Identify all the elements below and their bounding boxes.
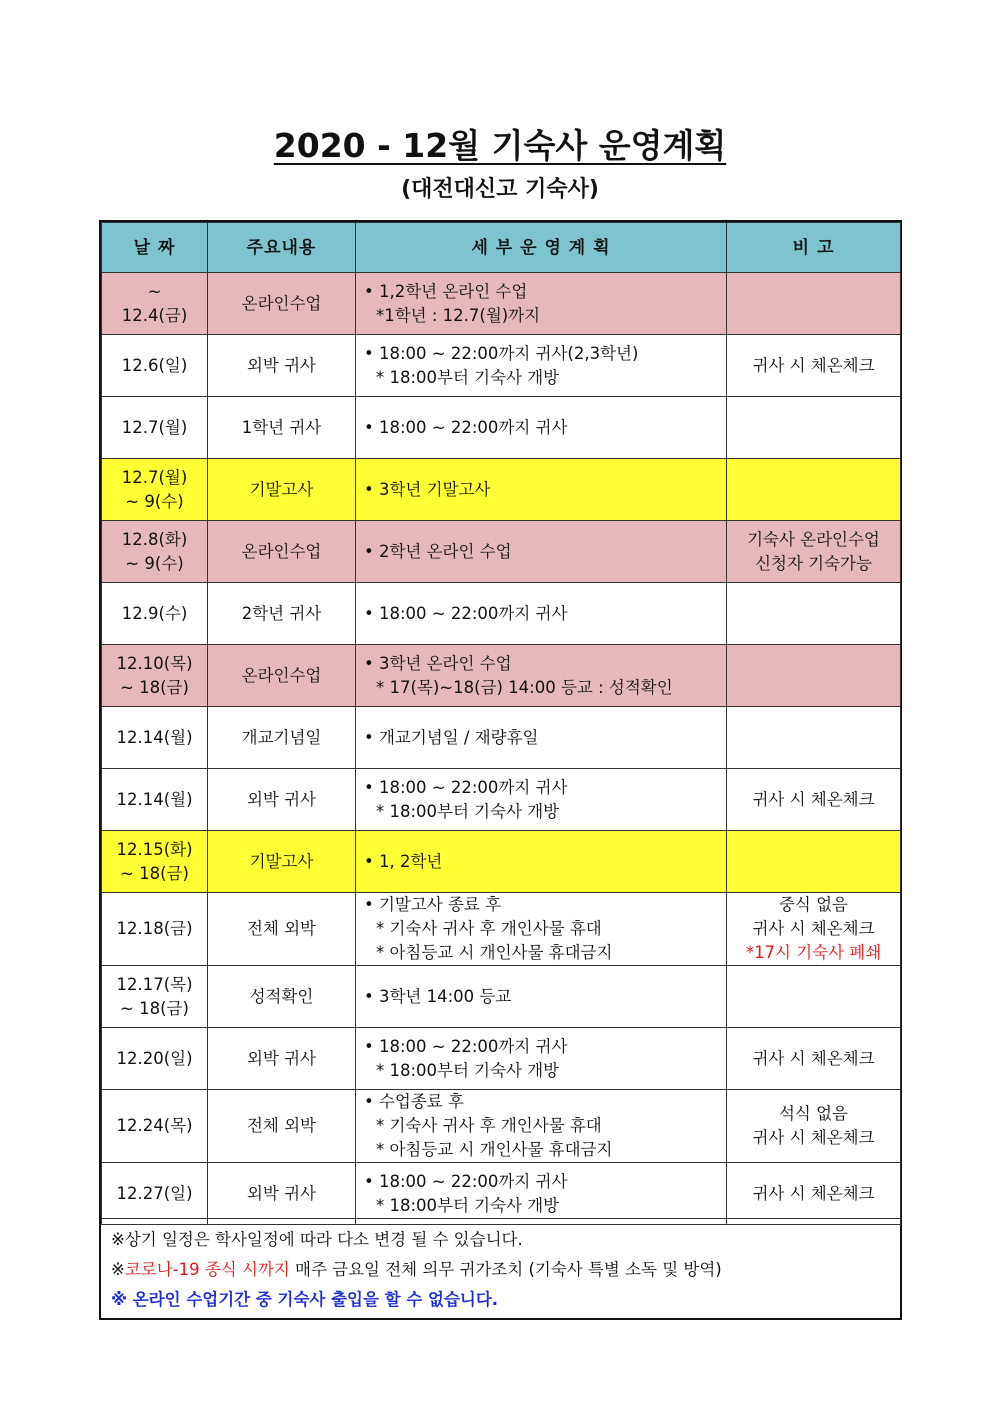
header-date: 날 짜 xyxy=(102,223,208,273)
plan-cell: • 18:00 ~ 22:00까지 귀사 * 18:00부터 기숙사 개방 xyxy=(356,1028,727,1090)
date-cell: 12.7(월) ~ 9(수) xyxy=(102,459,208,521)
closure-warning: *17시 기숙사 폐쇄 xyxy=(745,943,882,962)
footer-notes xyxy=(101,1218,900,1318)
table-row xyxy=(102,831,901,893)
table-row xyxy=(102,1090,901,1163)
note-cell: 석식 없음 귀사 시 체온체크 xyxy=(727,1090,901,1163)
date-cell: 12.10(목) ~ 18(금) xyxy=(102,645,208,707)
date-cell: 12.14(월) xyxy=(102,707,208,769)
footer-note-schedule-change: ※상기 일정은 학사일정에 따라 다소 변경 될 수 있습니다. xyxy=(111,1230,523,1249)
plan-cell: • 1, 2학년 xyxy=(356,831,727,893)
note-cell: 귀사 시 체온체크 xyxy=(727,1028,901,1090)
topic-cell: 2학년 귀사 xyxy=(208,583,356,645)
plan-cell: • 18:00 ~ 22:00까지 귀사 * 18:00부터 기숙사 개방 xyxy=(356,769,727,831)
table-row xyxy=(102,707,901,769)
topic-cell: 온라인수업 xyxy=(208,273,356,335)
plan-cell: • 18:00 ~ 22:00까지 귀사(2,3학년) * 18:00부터 기숙사 개방 xyxy=(356,335,727,397)
topic-cell: 외박 귀사 xyxy=(208,1163,356,1225)
date-cell: 12.27(일) xyxy=(102,1163,208,1225)
header-plan: 세 부 운 영 계 획 xyxy=(356,223,727,273)
plan-cell: • 개교기념일 / 재량휴일 xyxy=(356,707,727,769)
topic-cell: 기말고사 xyxy=(208,831,356,893)
date-cell: 12.17(목) ~ 18(금) xyxy=(102,966,208,1028)
date-cell: 12.14(월) xyxy=(102,769,208,831)
topic-cell: 온라인수업 xyxy=(208,521,356,583)
note-cell: 중식 없음 귀사 시 체온체크 *17시 기숙사 폐쇄 xyxy=(727,893,901,966)
table-row xyxy=(102,583,901,645)
date-cell: ~ 12.4(금) xyxy=(102,273,208,335)
table-row xyxy=(102,521,901,583)
plan-cell: • 1,2학년 온라인 수업 *1학년 : 12.7(월)까지 xyxy=(356,273,727,335)
table-row xyxy=(102,459,901,521)
table-header-row xyxy=(102,223,901,273)
table-row xyxy=(102,273,901,335)
plan-cell: • 18:00 ~ 22:00까지 귀사 xyxy=(356,397,727,459)
topic-cell: 기말고사 xyxy=(208,459,356,521)
footer-note-covid: ※코로나-19 종식 시까지 매주 금요일 전체 의무 귀가조치 (기숙사 특별 소독 및 방역) xyxy=(111,1260,722,1279)
table-row xyxy=(102,769,901,831)
schedule-table xyxy=(101,222,901,1225)
date-cell: 12.24(목) xyxy=(102,1090,208,1163)
note-cell xyxy=(727,397,901,459)
note-cell xyxy=(727,459,901,521)
table-row xyxy=(102,645,901,707)
page-title: 2020 - 12월 기숙사 운영계획 xyxy=(273,126,727,165)
topic-cell: 온라인수업 xyxy=(208,645,356,707)
schedule-frame xyxy=(99,220,902,1320)
topic-cell: 외박 귀사 xyxy=(208,769,356,831)
date-cell: 12.7(월) xyxy=(102,397,208,459)
note-cell xyxy=(727,273,901,335)
topic-cell: 개교기념일 xyxy=(208,707,356,769)
note-cell: 기숙사 온라인수업 신청자 기숙가능 xyxy=(727,521,901,583)
topic-cell: 전체 외박 xyxy=(208,893,356,966)
table-row xyxy=(102,966,901,1028)
note-cell: 귀사 시 체온체크 xyxy=(727,1163,901,1225)
plan-cell: • 3학년 14:00 등교 xyxy=(356,966,727,1028)
topic-cell: 외박 귀사 xyxy=(208,1028,356,1090)
topic-cell: 1학년 귀사 xyxy=(208,397,356,459)
note-cell xyxy=(727,707,901,769)
date-cell: 12.8(화) ~ 9(수) xyxy=(102,521,208,583)
note-cell: 귀사 시 체온체크 xyxy=(727,769,901,831)
page-subtitle: (대전대신고 기숙사) xyxy=(401,177,599,202)
note-cell xyxy=(727,645,901,707)
covid-highlight: 코로나-19 종식 시까지 xyxy=(124,1260,290,1279)
date-cell: 12.6(일) xyxy=(102,335,208,397)
plan-cell: • 3학년 온라인 수업 * 17(목)~18(금) 14:00 등교 : 성적확인 xyxy=(356,645,727,707)
table-row xyxy=(102,335,901,397)
plan-cell: • 수업종료 후 * 기숙사 귀사 후 개인사물 휴대 * 아침등교 시 개인사물 휴대금지 xyxy=(356,1090,727,1163)
plan-cell: • 2학년 온라인 수업 xyxy=(356,521,727,583)
table-row xyxy=(102,397,901,459)
note-cell xyxy=(727,966,901,1028)
topic-cell: 전체 외박 xyxy=(208,1090,356,1163)
topic-cell: 성적확인 xyxy=(208,966,356,1028)
header-topic: 주요내용 xyxy=(208,223,356,273)
note-cell xyxy=(727,583,901,645)
date-cell: 12.18(금) xyxy=(102,893,208,966)
plan-cell: • 3학년 기말고사 xyxy=(356,459,727,521)
date-cell: 12.9(수) xyxy=(102,583,208,645)
topic-cell: 외박 귀사 xyxy=(208,335,356,397)
plan-cell: • 18:00 ~ 22:00까지 귀사 * 18:00부터 기숙사 개방 xyxy=(356,1163,727,1225)
header-note: 비 고 xyxy=(727,223,901,273)
plan-cell: • 18:00 ~ 22:00까지 귀사 xyxy=(356,583,727,645)
table-row xyxy=(102,893,901,966)
note-cell xyxy=(727,831,901,893)
table-row xyxy=(102,1028,901,1090)
date-cell: 12.20(일) xyxy=(102,1028,208,1090)
plan-cell: • 기말고사 종료 후 * 기숙사 귀사 후 개인사물 휴대 * 아침등교 시 개인사물 휴대금지 xyxy=(356,893,727,966)
footer-note-online-class: ※ 온라인 수업기간 중 기숙사 출입을 할 수 없습니다. xyxy=(111,1290,499,1309)
note-cell: 귀사 시 체온체크 xyxy=(727,335,901,397)
table-row xyxy=(102,1163,901,1225)
date-cell: 12.15(화) ~ 18(금) xyxy=(102,831,208,893)
